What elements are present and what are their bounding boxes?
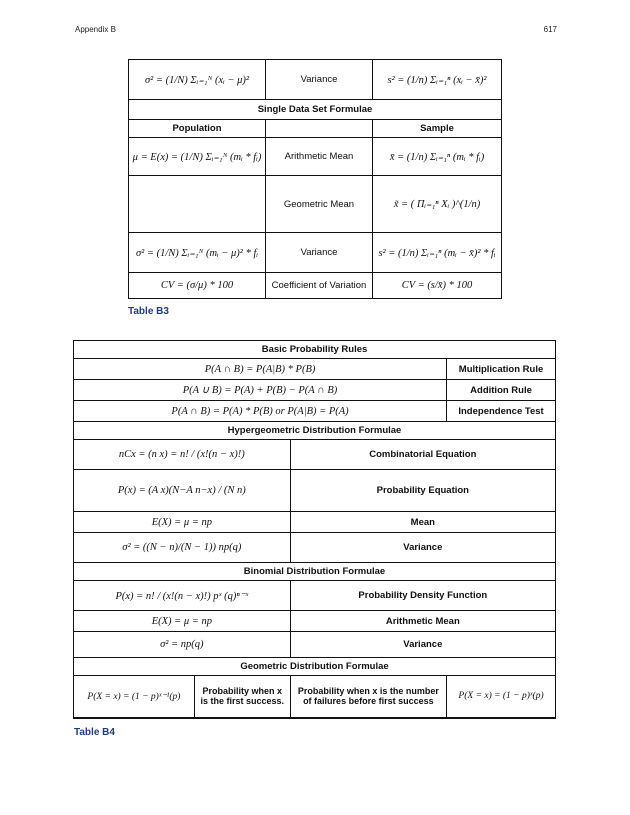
formula-hypergeometric-variance: σ² = ((N − n)/(N − 1)) np(q)	[74, 533, 291, 563]
section-title-hypergeometric: Hypergeometric Distribution Formulae	[74, 422, 556, 440]
label-failures-before-success: Probability when x is the number of failures before first success	[290, 676, 446, 718]
label-probability-equation: Probability Equation	[290, 470, 555, 512]
page-number: 617	[543, 25, 557, 34]
formula-binomial-variance: σ² = np(q)	[74, 632, 291, 658]
formula-binomial-pdf: P(x) = n! / (x!(n − x)!) pˣ (q)ⁿ⁻ˣ	[74, 581, 291, 611]
formula-independence-test: P(A ∩ B) = P(A) * P(B) or P(A|B) = P(A)	[74, 401, 447, 422]
label-variance: Variance	[266, 60, 373, 100]
label-variance-grouped: Variance	[266, 233, 373, 273]
table-b4	[73, 340, 556, 719]
formula-sample-cv: CV = (s/x̄) * 100	[373, 273, 502, 299]
formula-sample-geometric-mean: x̃ = ( Πᵢ₌₁ⁿ Xᵢ )^(1/n)	[373, 176, 502, 233]
section-title-basic-probability: Basic Probability Rules	[74, 341, 556, 359]
formula-geometric-first-success: P(X = x) = (1 − p)ˣ⁻¹(p)	[74, 676, 195, 718]
formula-sample-grouped-variance: s² = (1/n) Σᵢ₌₁ⁿ (mᵢ − x̄)² * fᵢ	[373, 233, 502, 273]
formula-hypergeometric-probability: P(x) = (A x)(N−A n−x) / (N n)	[74, 470, 291, 512]
formula-population-geometric-mean	[129, 176, 266, 233]
column-header-sample: Sample	[373, 120, 502, 138]
label-mean: Mean	[290, 512, 555, 533]
label-coefficient-of-variation: Coefficient of Variation	[266, 273, 373, 299]
caption-table-b4: Table B4	[74, 727, 115, 738]
table-b3	[128, 59, 502, 299]
formula-population-mean: μ = E(x) = (1/N) Σᵢ₌₁ᴺ (mᵢ * fᵢ)	[129, 138, 266, 176]
formula-population-variance: σ² = (1/N) Σᵢ₌₁ᴺ (xᵢ − μ)²	[129, 60, 266, 100]
formula-sample-mean: x̄ = (1/n) Σᵢ₌₁ⁿ (mᵢ * fᵢ)	[373, 138, 502, 176]
label-addition-rule: Addition Rule	[447, 380, 556, 401]
label-multiplication-rule: Multiplication Rule	[447, 359, 556, 380]
formula-geometric-failures: P(X = x) = (1 − p)ˣ(p)	[447, 676, 556, 718]
formula-hypergeometric-mean: E(X) = μ = np	[74, 512, 291, 533]
label-probability-density-function: Probability Density Function	[290, 581, 555, 611]
label-combinatorial-equation: Combinatorial Equation	[290, 440, 555, 470]
label-hypergeometric-variance: Variance	[290, 533, 555, 563]
label-first-success: Probability when x is the first success.	[194, 676, 290, 718]
section-title-single-data-set: Single Data Set Formulae	[129, 100, 502, 120]
formula-sample-variance: s² = (1/n) Σᵢ₌₁ⁿ (xᵢ − x̄)²	[373, 60, 502, 100]
column-header-population: Population	[129, 120, 266, 138]
formula-population-cv: CV = (σ/μ) * 100	[129, 273, 266, 299]
formula-binomial-mean: E(X) = μ = np	[74, 611, 291, 632]
label-binomial-variance: Variance	[290, 632, 555, 658]
label-geometric-mean: Geometric Mean	[266, 176, 373, 233]
running-header-title: Appendix B	[75, 25, 116, 34]
section-title-binomial: Binomial Distribution Formulae	[74, 563, 556, 581]
column-header-blank	[266, 120, 373, 138]
label-independence-test: Independence Test	[447, 401, 556, 422]
formula-multiplication-rule: P(A ∩ B) = P(A|B) * P(B)	[74, 359, 447, 380]
label-arithmetic-mean-binomial: Arithmetic Mean	[290, 611, 555, 632]
section-title-geometric: Geometric Distribution Formulae	[74, 658, 556, 676]
label-arithmetic-mean: Arithmetic Mean	[266, 138, 373, 176]
formula-population-grouped-variance: σ² = (1/N) Σᵢ₌₁ᴺ (mᵢ − μ)² * fᵢ	[129, 233, 266, 273]
formula-combinatorial: nCx = (n x) = n! / (x!(n − x)!)	[74, 440, 291, 470]
caption-table-b3: Table B3	[128, 306, 169, 317]
formula-addition-rule: P(A ∪ B) = P(A) + P(B) − P(A ∩ B)	[74, 380, 447, 401]
